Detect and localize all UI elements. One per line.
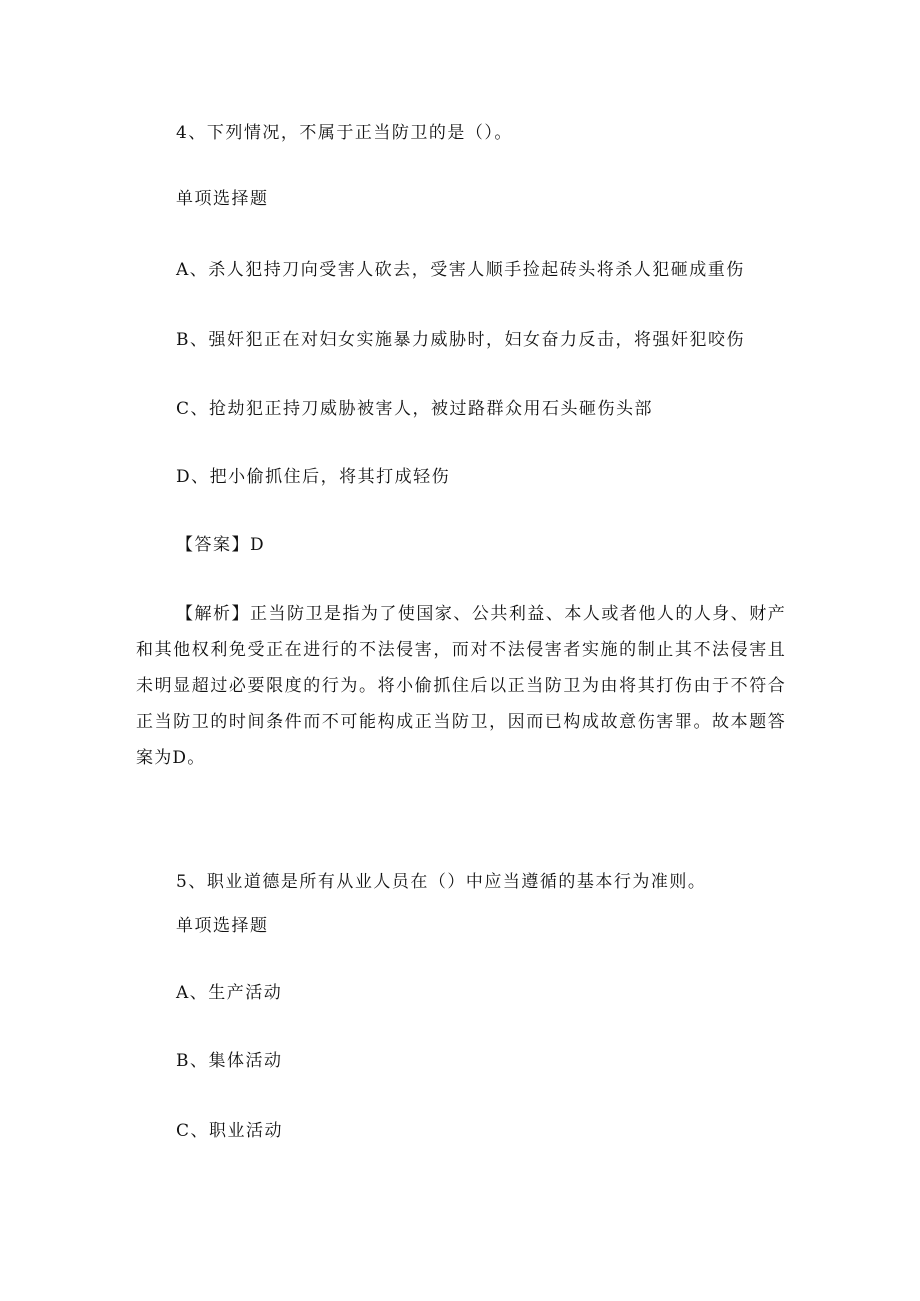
question-5-type: 单项选择题 [176,916,269,936]
question-4-option-d: D、把小偷抓住后，将其打成轻伤 [176,467,451,487]
question-5-option-a: A、生产活动 [176,983,283,1003]
question-4-type: 单项选择题 [176,189,269,209]
question-5-option-c: C、职业活动 [176,1121,284,1141]
question-4-stem: 4、下列情况，不属于正当防卫的是（）。 [176,123,513,143]
question-5-stem: 5、职业道德是所有从业人员在（）中应当遵循的基本行为准则。 [176,872,707,892]
question-4-answer: 【答案】D [176,535,266,555]
question-4-analysis: 【解析】正当防卫是指为了使国家、公共利益、本人或者他人的人身、财产和其他权利免受正在进行的不法侵害，而对不法侵害者实施的制止其不法侵害且未明显超过必要限度的行为。将小偷抓住后以正当防卫为由将其打伤由于不符合正当防卫的时间条件而不可能构成正当防卫，因而已构成故意伤害罪。故本题答案为D。 [136,604,786,768]
question-4-option-b: B、强奸犯正在对妇女实施暴力威胁时，妇女奋力反击，将强奸犯咬伤 [176,330,745,350]
question-4-option-c: C、抢劫犯正持刀威胁被害人，被过路群众用石头砸伤头部 [176,399,654,419]
question-4-option-a: A、杀人犯持刀向受害人砍去，受害人顺手捡起砖头将杀人犯砸成重伤 [176,260,745,280]
question-5-option-b: B、集体活动 [176,1051,283,1071]
